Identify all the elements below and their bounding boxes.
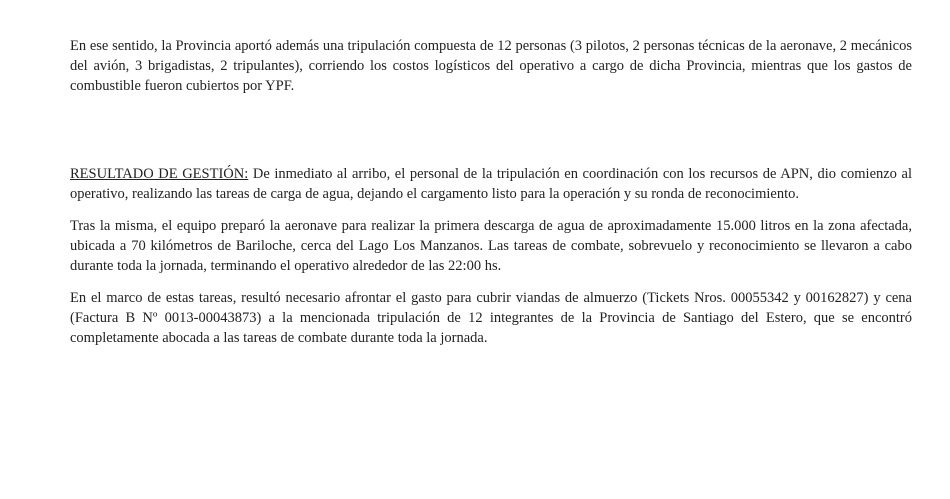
paragraph-descarga <box>70 216 912 276</box>
paragraph-resultado-gestion <box>70 164 912 204</box>
paragraph-text: De inmediato al arribo, el personal de la tripulación en coordinación con los recursos de APN, dio comienzo al operativo, realizando las tareas de carga de agua, dejando el cargamento listo para la operación y su ronda de reconocimiento. <box>70 166 912 202</box>
paragraph-text: En el marco de estas tareas, resultó necesario afrontar el gasto para cubrir viandas de almuerzo (Tickets Nros. 00055342 y 00162827) y cena (Factura B Nº 0013-00043873) a la mencionada tripulación de 12 integrantes de la Provincia de Santiago del Estero, que se encontró completamente abocada a las tareas de combate durante toda la jornada. <box>70 290 912 346</box>
paragraph-tripulacion <box>70 36 912 96</box>
paragraph-text: En ese sentido, la Provincia aportó además una tripulación compuesta de 12 personas (3 pilotos, 2 personas técnicas de la aeronave, 2 mecánicos del avión, 3 brigadistas, 2 tripulantes), corriendo los costos logísticos del operativo a cargo de dicha Provincia, mientras que los gastos de combustible fueron cubiertos por YPF. <box>70 38 912 94</box>
section-heading: RESULTADO DE GESTIÓN: <box>70 166 249 182</box>
paragraph-text: Tras la misma, el equipo preparó la aeronave para realizar la primera descarga de agua de aproximadamente 15.000 litros en la zona afectada, ubicada a 70 kilómetros de Bariloche, cerca del Lago Los Manzanos. Las tareas de combate, sobrevuelo y reconocimiento se llevaron a cabo durante toda la jornada, terminando el operativo alrededor de las 22:00 hs. <box>70 218 912 274</box>
document-body <box>70 36 912 348</box>
paragraph-viandas <box>70 288 912 348</box>
